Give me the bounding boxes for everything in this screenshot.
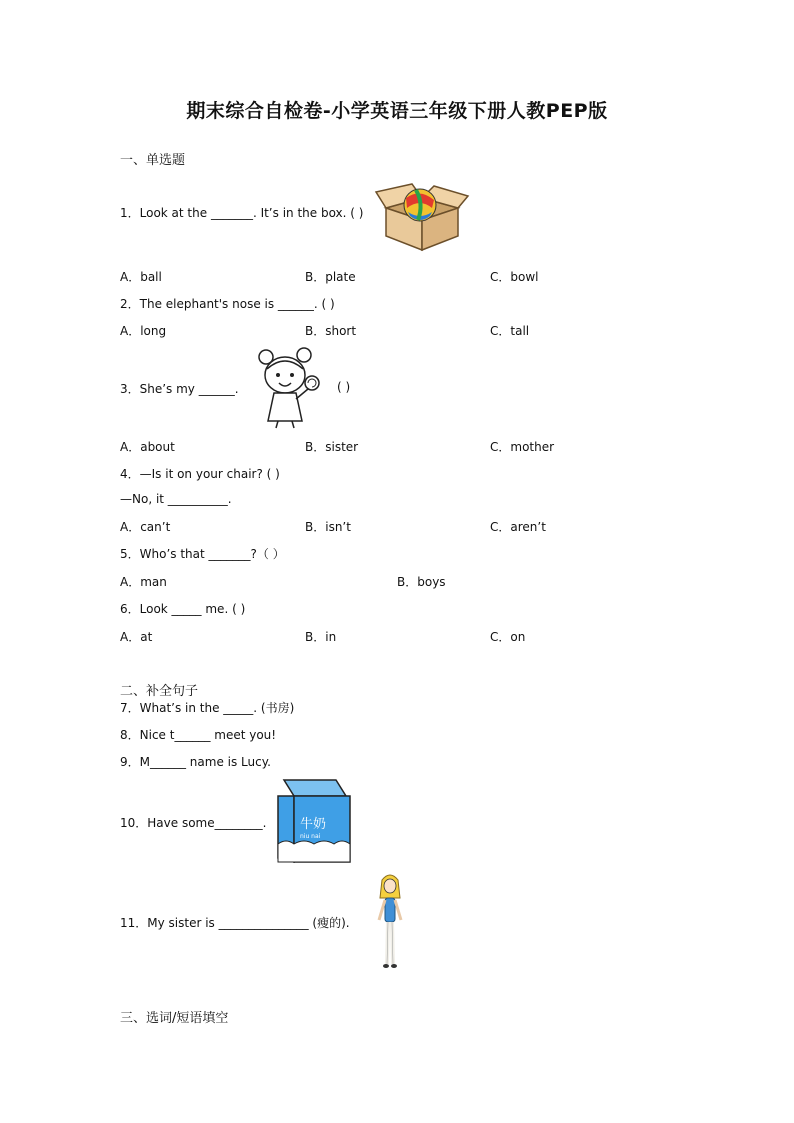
question-1: 1．Look at the _______. It’s in the box. ( ) <box>120 206 364 220</box>
q6-option-b: B．in <box>305 630 337 644</box>
q2-option-a: A．long <box>120 324 167 338</box>
page-title: 期末综合自检卷-小学英语三年级下册人教PEP版 <box>186 100 608 122</box>
q5-option-b: B．boys <box>397 575 446 589</box>
thin-girl-illustration <box>368 870 412 970</box>
question-9: 9．M______ name is Lucy. <box>120 755 271 769</box>
question-8: 8．Nice t______ meet you! <box>120 728 277 742</box>
q3-answer-paren: ( ) <box>337 380 351 394</box>
milk-carton-pinyin: niu nai <box>300 833 321 840</box>
q4-option-c: C．aren’t <box>490 520 546 534</box>
q1-option-a: A．ball <box>120 270 162 284</box>
girl-with-lollipop-illustration <box>252 345 322 429</box>
question-11: 11．My sister is _______________ (瘦的). <box>120 916 350 930</box>
q6-option-a: A．at <box>120 630 153 644</box>
section-heading-1: 一、单选题 <box>120 153 186 168</box>
ball-in-box-illustration <box>372 170 470 252</box>
q6-option-c: C．on <box>490 630 526 644</box>
q2-option-b: B．short <box>305 324 357 338</box>
milk-carton-label: 牛奶 <box>300 817 327 832</box>
q4-option-b: B．isn’t <box>305 520 351 534</box>
question-5: 5．Who’s that _______?（ ） <box>120 547 285 561</box>
q3-option-b: B．sister <box>305 440 359 454</box>
milk-carton-illustration <box>276 776 354 864</box>
q3-option-c: C．mother <box>490 440 555 454</box>
question-7: 7．What’s in the _____. (书房) <box>120 701 295 715</box>
q5-option-a: A．man <box>120 575 167 589</box>
q1-option-b: B．plate <box>305 270 356 284</box>
section-heading-2: 二、补全句子 <box>120 684 199 699</box>
question-10: 10．Have some________. <box>120 816 267 830</box>
section-heading-3: 三、选词/短语填空 <box>120 1011 229 1026</box>
question-2: 2．The elephant's nose is ______. ( ) <box>120 297 335 311</box>
q1-option-c: C．bowl <box>490 270 539 284</box>
q2-option-c: C．tall <box>490 324 530 338</box>
q3-option-a: A．about <box>120 440 175 454</box>
question-6: 6．Look _____ me. ( ) <box>120 602 246 616</box>
q4-option-a: A．can’t <box>120 520 171 534</box>
question-3: 3．She’s my ______. <box>120 382 239 396</box>
question-4-line-2: —No, it __________. <box>120 492 232 506</box>
question-4-line-1: 4．—Is it on your chair? ( ) <box>120 467 280 481</box>
